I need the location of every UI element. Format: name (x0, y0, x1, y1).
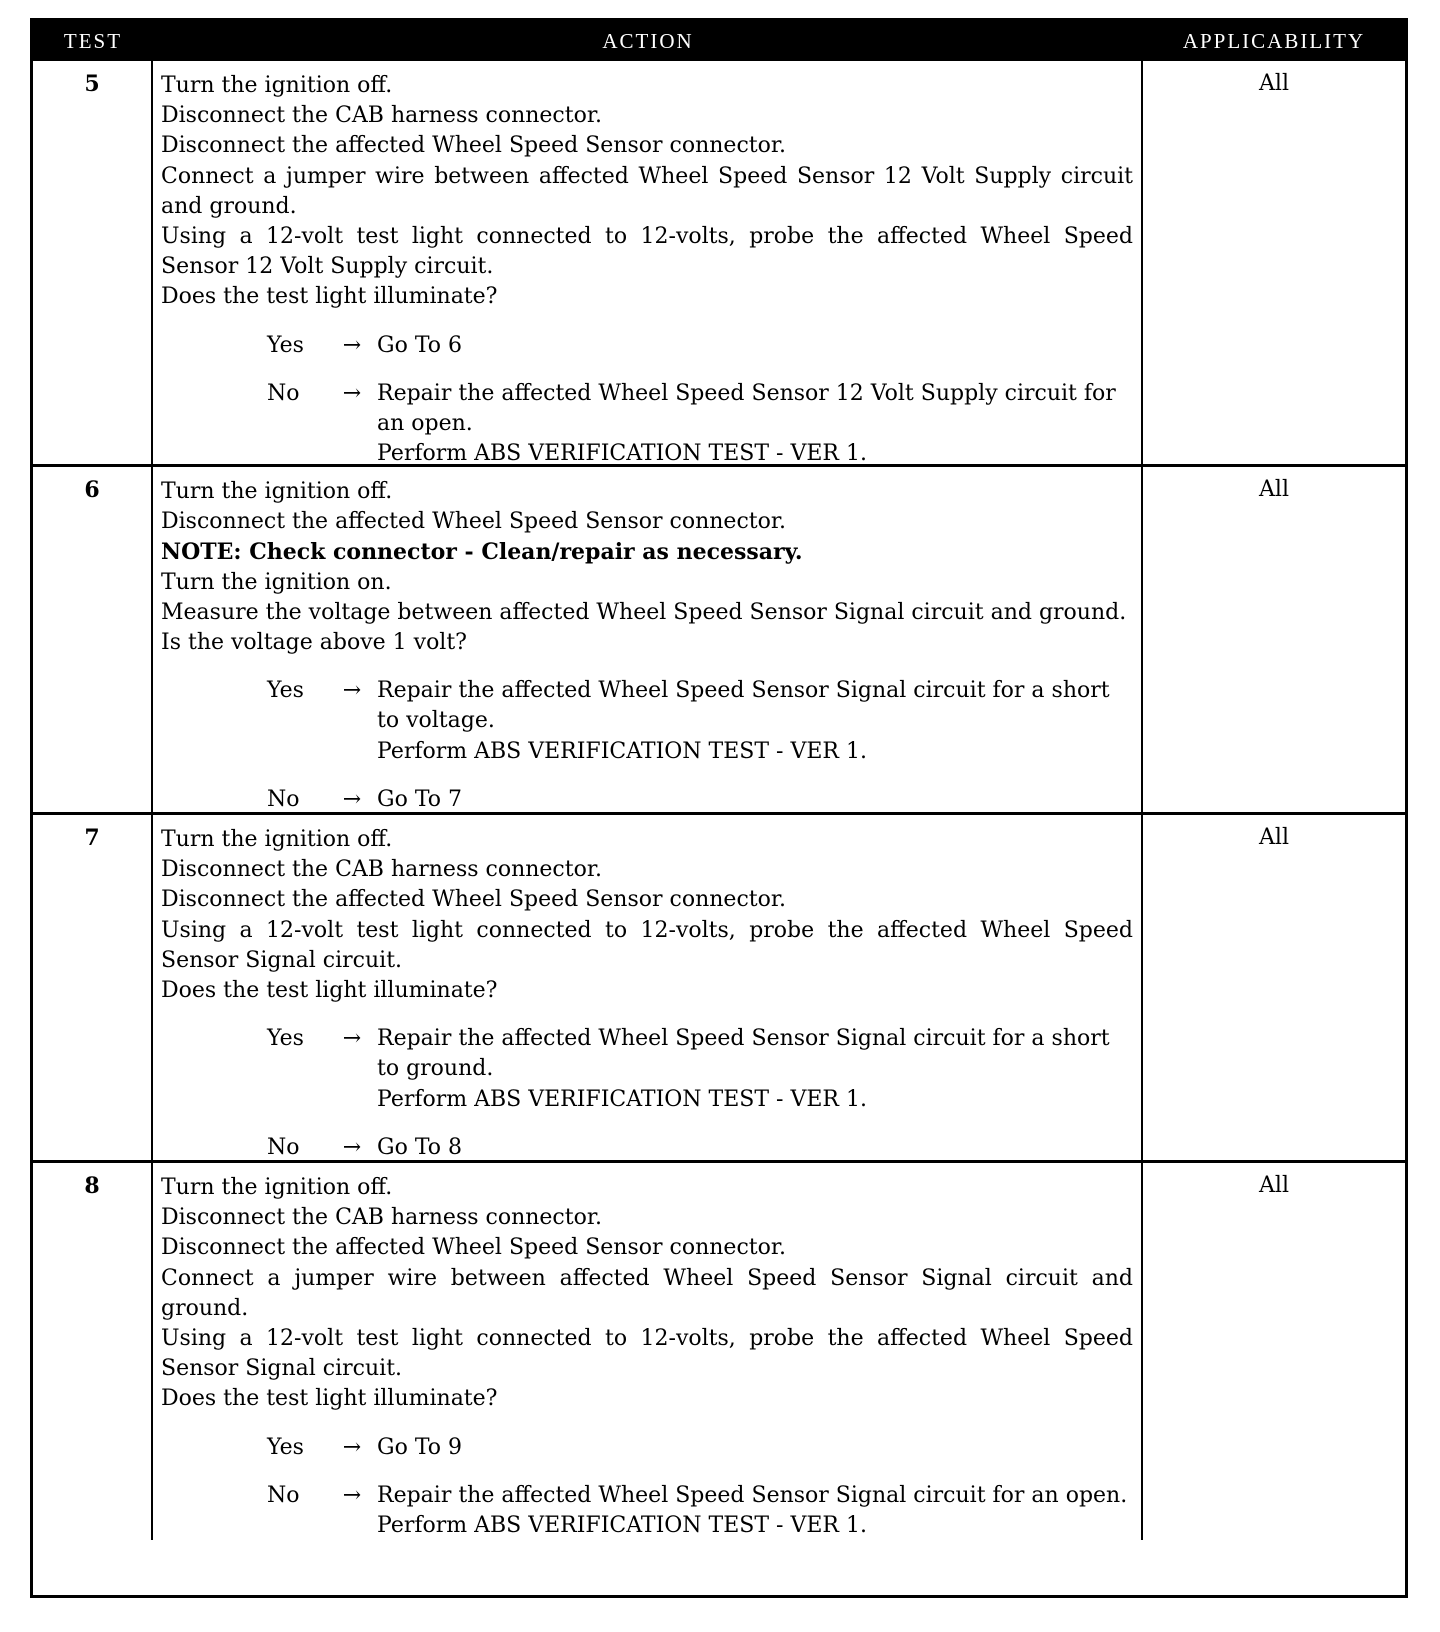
result-line: Repair the affected Wheel Speed Sensor Signal circuit for a short (377, 1026, 1110, 1052)
note-text: NOTE: Check connector - Clean/repair as necessary. (161, 539, 803, 566)
table-row (33, 61, 1405, 467)
result-line: Repair the affected Wheel Speed Sensor Signal circuit for an open. (377, 1482, 1128, 1508)
yes-result (377, 1433, 1133, 1463)
action-step: Using a 12-volt test light connected to 12-volts, probe the affected Wheel Speed (161, 224, 1133, 250)
arrow-right-icon: → (342, 380, 362, 406)
action-step: Disconnect the affected Wheel Speed Sensor connector. (161, 1235, 786, 1261)
action-step: Turn the ignition off. (161, 827, 393, 852)
yes-branch (161, 1024, 1133, 1115)
action-step: Does the test light illuminate? (161, 978, 498, 1004)
action-step: Disconnect the CAB harness connector. (161, 857, 602, 883)
table-row (33, 1160, 1405, 1540)
action-cell (153, 815, 1143, 1160)
no-result (377, 1481, 1133, 1541)
action-step: Disconnect the affected Wheel Speed Sensor connector. (161, 133, 786, 159)
result-line: Perform ABS VERIFICATION TEST - VER 1. (377, 441, 867, 467)
yes-label: Yes (267, 678, 304, 704)
yes-label: Yes (267, 1434, 304, 1460)
applicability-cell: All (1259, 71, 1289, 96)
action-step: Turn the ignition off. (161, 1175, 393, 1200)
test-number: 6 (33, 467, 153, 812)
yes-branch (161, 1433, 1133, 1463)
table-header (33, 21, 1405, 61)
header-action: ACTION (602, 28, 694, 53)
no-label: No (267, 786, 300, 812)
yes-result (377, 1024, 1133, 1115)
result-line: an open. (377, 411, 473, 437)
action-step: Disconnect the CAB harness connector. (161, 103, 602, 129)
arrow-right-icon: → (342, 1026, 362, 1052)
action-step: Turn the ignition off. (161, 73, 393, 98)
table-row (33, 812, 1405, 1160)
applicability-cell: All (1259, 825, 1289, 850)
no-label: No (267, 1482, 300, 1508)
no-branch (161, 785, 1133, 815)
applicability-cell: All (1259, 1173, 1289, 1198)
no-result (377, 1133, 1133, 1163)
test-number: 5 (33, 61, 153, 464)
table-row (33, 464, 1405, 812)
arrow-right-icon: → (342, 1482, 362, 1508)
action-step: Using a 12-volt test light connected to 12-volts, probe the affected Wheel Speed (161, 1326, 1133, 1352)
result-line: Go To 9 (377, 1434, 463, 1460)
yes-branch (161, 331, 1133, 361)
action-step: Does the test light illuminate? (161, 1386, 498, 1412)
action-step: Using a 12-volt test light connected to 12-volts, probe the affected Wheel Speed (161, 917, 1133, 943)
result-line: to voltage. (377, 708, 495, 734)
result-line: Perform ABS VERIFICATION TEST - VER 1. (377, 1513, 867, 1539)
action-step: Sensor Signal circuit. (161, 1356, 403, 1382)
test-number: 7 (33, 815, 153, 1160)
result-line: Perform ABS VERIFICATION TEST - VER 1. (377, 1086, 867, 1112)
action-cell (153, 467, 1143, 812)
action-cell (153, 61, 1143, 467)
action-step: Disconnect the affected Wheel Speed Sensor connector. (161, 509, 786, 535)
yes-branch (161, 676, 1133, 767)
result-line: Go To 7 (377, 786, 463, 812)
action-step: Is the voltage above 1 volt? (161, 630, 467, 656)
arrow-right-icon: → (342, 786, 362, 812)
result-line: Go To 6 (377, 332, 463, 358)
yes-result (377, 331, 1133, 361)
arrow-right-icon: → (342, 678, 362, 704)
no-label: No (267, 1134, 300, 1160)
result-line: Repair the affected Wheel Speed Sensor 12 Volt Supply circuit for (377, 380, 1116, 406)
no-result (377, 785, 1133, 815)
action-step: and ground. (161, 193, 297, 219)
action-step: Connect a jumper wire between affected Wheel Speed Sensor 12 Volt Supply circuit (161, 163, 1133, 189)
table-body (33, 61, 1405, 1540)
yes-result (377, 676, 1133, 767)
no-branch (161, 379, 1133, 470)
action-step: Turn the ignition off. (161, 479, 393, 504)
arrow-right-icon: → (342, 332, 362, 358)
action-step: Sensor 12 Volt Supply circuit. (161, 254, 494, 280)
diagnostic-test-table (30, 18, 1408, 1598)
action-step: Disconnect the affected Wheel Speed Sensor connector. (161, 887, 786, 913)
no-branch (161, 1133, 1133, 1163)
yes-label: Yes (267, 1026, 304, 1052)
result-line: Go To 8 (377, 1134, 463, 1160)
result-line: Perform ABS VERIFICATION TEST - VER 1. (377, 738, 867, 764)
action-step: Disconnect the CAB harness connector. (161, 1205, 602, 1231)
action-cell (153, 1163, 1143, 1540)
action-step: ground. (161, 1295, 249, 1321)
no-branch (161, 1481, 1133, 1541)
action-step: Turn the ignition on. (161, 569, 392, 595)
action-step: Connect a jumper wire between affected Wheel Speed Sensor Signal circuit and (161, 1265, 1133, 1291)
no-label: No (267, 380, 300, 406)
action-step: Measure the voltage between affected Wheel Speed Sensor Signal circuit and ground. (161, 599, 1127, 625)
result-line: to ground. (377, 1056, 494, 1082)
action-step: Sensor Signal circuit. (161, 947, 403, 973)
result-line: Repair the affected Wheel Speed Sensor Signal circuit for a short (377, 678, 1110, 704)
header-applicability: APPLICABILITY (1182, 28, 1366, 53)
action-step: Does the test light illuminate? (161, 284, 498, 310)
test-number: 8 (33, 1163, 153, 1540)
applicability-cell: All (1259, 477, 1289, 502)
yes-label: Yes (267, 332, 304, 358)
arrow-right-icon: → (342, 1134, 362, 1160)
header-test: TEST (63, 28, 123, 53)
arrow-right-icon: → (342, 1434, 362, 1460)
no-result (377, 379, 1133, 470)
